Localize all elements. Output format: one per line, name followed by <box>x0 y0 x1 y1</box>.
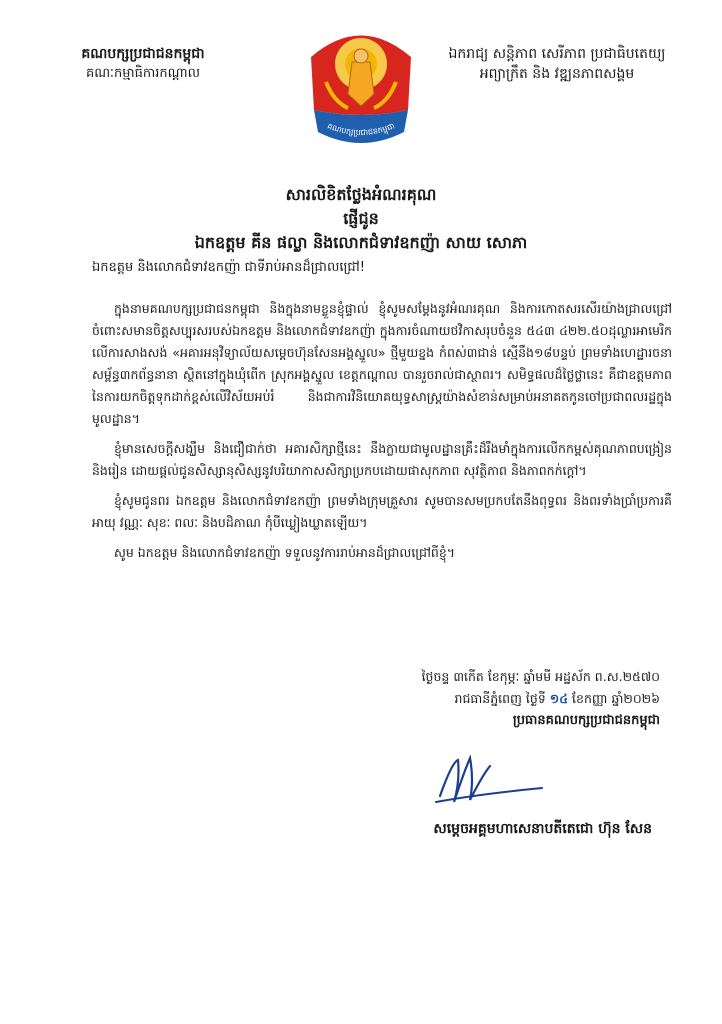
handwritten-signature <box>430 752 550 814</box>
national-motto <box>422 44 692 84</box>
place-date <box>300 688 660 710</box>
chair-title: ប្រធានគណបក្សប្រជាជនកម្ពុជា <box>512 713 660 728</box>
body-paragraph-4: សូម ឯកឧត្តម និងលោកជំទាវឧកញ៉ា ទទួលនូវការរាប់អានដ៏ជ្រាលជ្រៅពីខ្ញុំ។ <box>114 545 456 560</box>
date-day: ១៤ <box>549 691 569 706</box>
committee-name: គណៈកម្មាធិការកណ្តាល <box>85 66 201 81</box>
title-line1: សារលិខិតថ្លែងអំណរគុណ <box>285 185 437 204</box>
date-block <box>300 666 660 732</box>
signer-name: សម្តេចអគ្គមហាសេនាបតីតេជោ ហ៊ុន សែន <box>433 821 652 837</box>
motto-line2: អព្យាក្រឹត និង វឌ្ឍនភាពសង្គម <box>479 66 635 82</box>
party-name: គណបក្សប្រជាជនកម្ពុជា <box>81 46 205 62</box>
salutation: ឯកឧត្តម និងលោកជំទាវឧកញ៉ា ជាទីរាប់អានដ៏ជ្រាលជ្រៅ! <box>92 260 365 275</box>
title-line2: ផ្ញើជូន <box>343 209 379 228</box>
place-date-prefix: រាជធានីភ្នំពេញ ថ្ងៃទី <box>454 691 550 706</box>
body-paragraph-3: ខ្ញុំសូមជូនពរ ឯកឧត្តម និងលោកជំទាវឧកញ៉ា ព្រមទាំងក្រុមគ្រួសារ សូមបានសមប្រកបតែនឹងពុទ្ធពរ និងពរទាំងប្រាំប្រការគឺ អាយុ វណ្ណៈ សុខៈ ពលៈ និងបដិភាណ កុំបីឃ្លៀងឃ្លាតឡើយ។ <box>92 493 672 530</box>
place-date-suffix: ខែកញ្ញា ឆ្នាំ២០២៦ <box>568 691 660 706</box>
letter-title <box>0 183 722 255</box>
letter-body <box>92 298 672 572</box>
title-recipients: ឯកឧត្តម គីន ផល្លា និងលោកជំទាវឧកញ៉ា សាយ សោភា <box>194 233 528 252</box>
party-header <box>48 44 238 84</box>
body-paragraph-2: ខ្ញុំមានសេចក្តីសង្ឃឹម និងជឿជាក់ថា អគារសិក្សាថ្មីនេះ នឹងក្លាយជាមូលដ្ឋានគ្រឹះដ៏រឹងមាំក្នុងការលើកកម្ពស់គុណភាពបង្រៀននិងរៀន ដោយផ្តល់ជូនសិស្សានុសិស្សនូវបរិយាកាសសិក្សាប្រកបដោយផាសុកភាព សុវត្ថិភាព និងភាពកក់ក្តៅ។ <box>92 441 672 478</box>
lunar-date: ថ្ងៃចន្ទ ៣កើត ខែកុម្ភៈ ឆ្នាំមមី អដ្ឋស័ក ព.ស.២៥៧០ <box>421 669 660 684</box>
motto-line1: ឯករាជ្យ សន្តិភាព សេរីភាព ប្រជាធិបតេយ្យ <box>448 46 666 62</box>
logo-deity-head <box>354 49 368 63</box>
party-logo <box>296 22 426 157</box>
logo-party-text: គណបក្សប្រជាជនកម្ពុជា <box>325 121 396 138</box>
body-paragraph-1: ក្នុងនាមគណបក្សប្រជាជនកម្ពុជា និងក្នុងនាមខ្លួនខ្ញុំផ្ទាល់ ខ្ញុំសូមសម្តែងនូវអំណរគុណ និងការកោតសរសើរយ៉ាងជ្រាលជ្រៅ ចំពោះសមានចិត្តសប្បុរសរបស់ឯកឧត្តម និងលោកជំទាវឧកញ៉ា ក្នុងការចំណាយថវិកាសរុបចំនួន ៥៤៣ ៤២២.៥០ដុល្លារអាមេរិក លើការសាងសង់ «អគារអនុវិទ្យាល័យសម្តេចហ៊ុនសែនអង្គស្នួល» ថ្មីមួយខ្នង កំពស់៣ជាន់ ស្មើនឹង១៨បន្ទប់ ព្រមទាំងហេដ្ឋារចនាសម្ព័ន្ធ៣កព័ន្ធនានា ស្ថិតនៅក្នុងឃុំពើក ស្រុកអង្គស្នួល ខេត្តកណ្តាល បានរួចរាល់ជាស្ថាពរ។ សមិទ្ធផលដ៏ថ្លៃថ្លានេះ គឺជាឧត្តមភាពនៃការយកចិត្តទុកដាក់ខ្ពស់លើវិស័យអប់រំ និងជាការវិនិយោគយុទ្ធសាស្ត្រយ៉ាងសំខាន់សម្រាប់អនាគតកូនចៅប្រជាពលរដ្ឋក្នុងមូលដ្ឋាន។ <box>92 301 672 426</box>
